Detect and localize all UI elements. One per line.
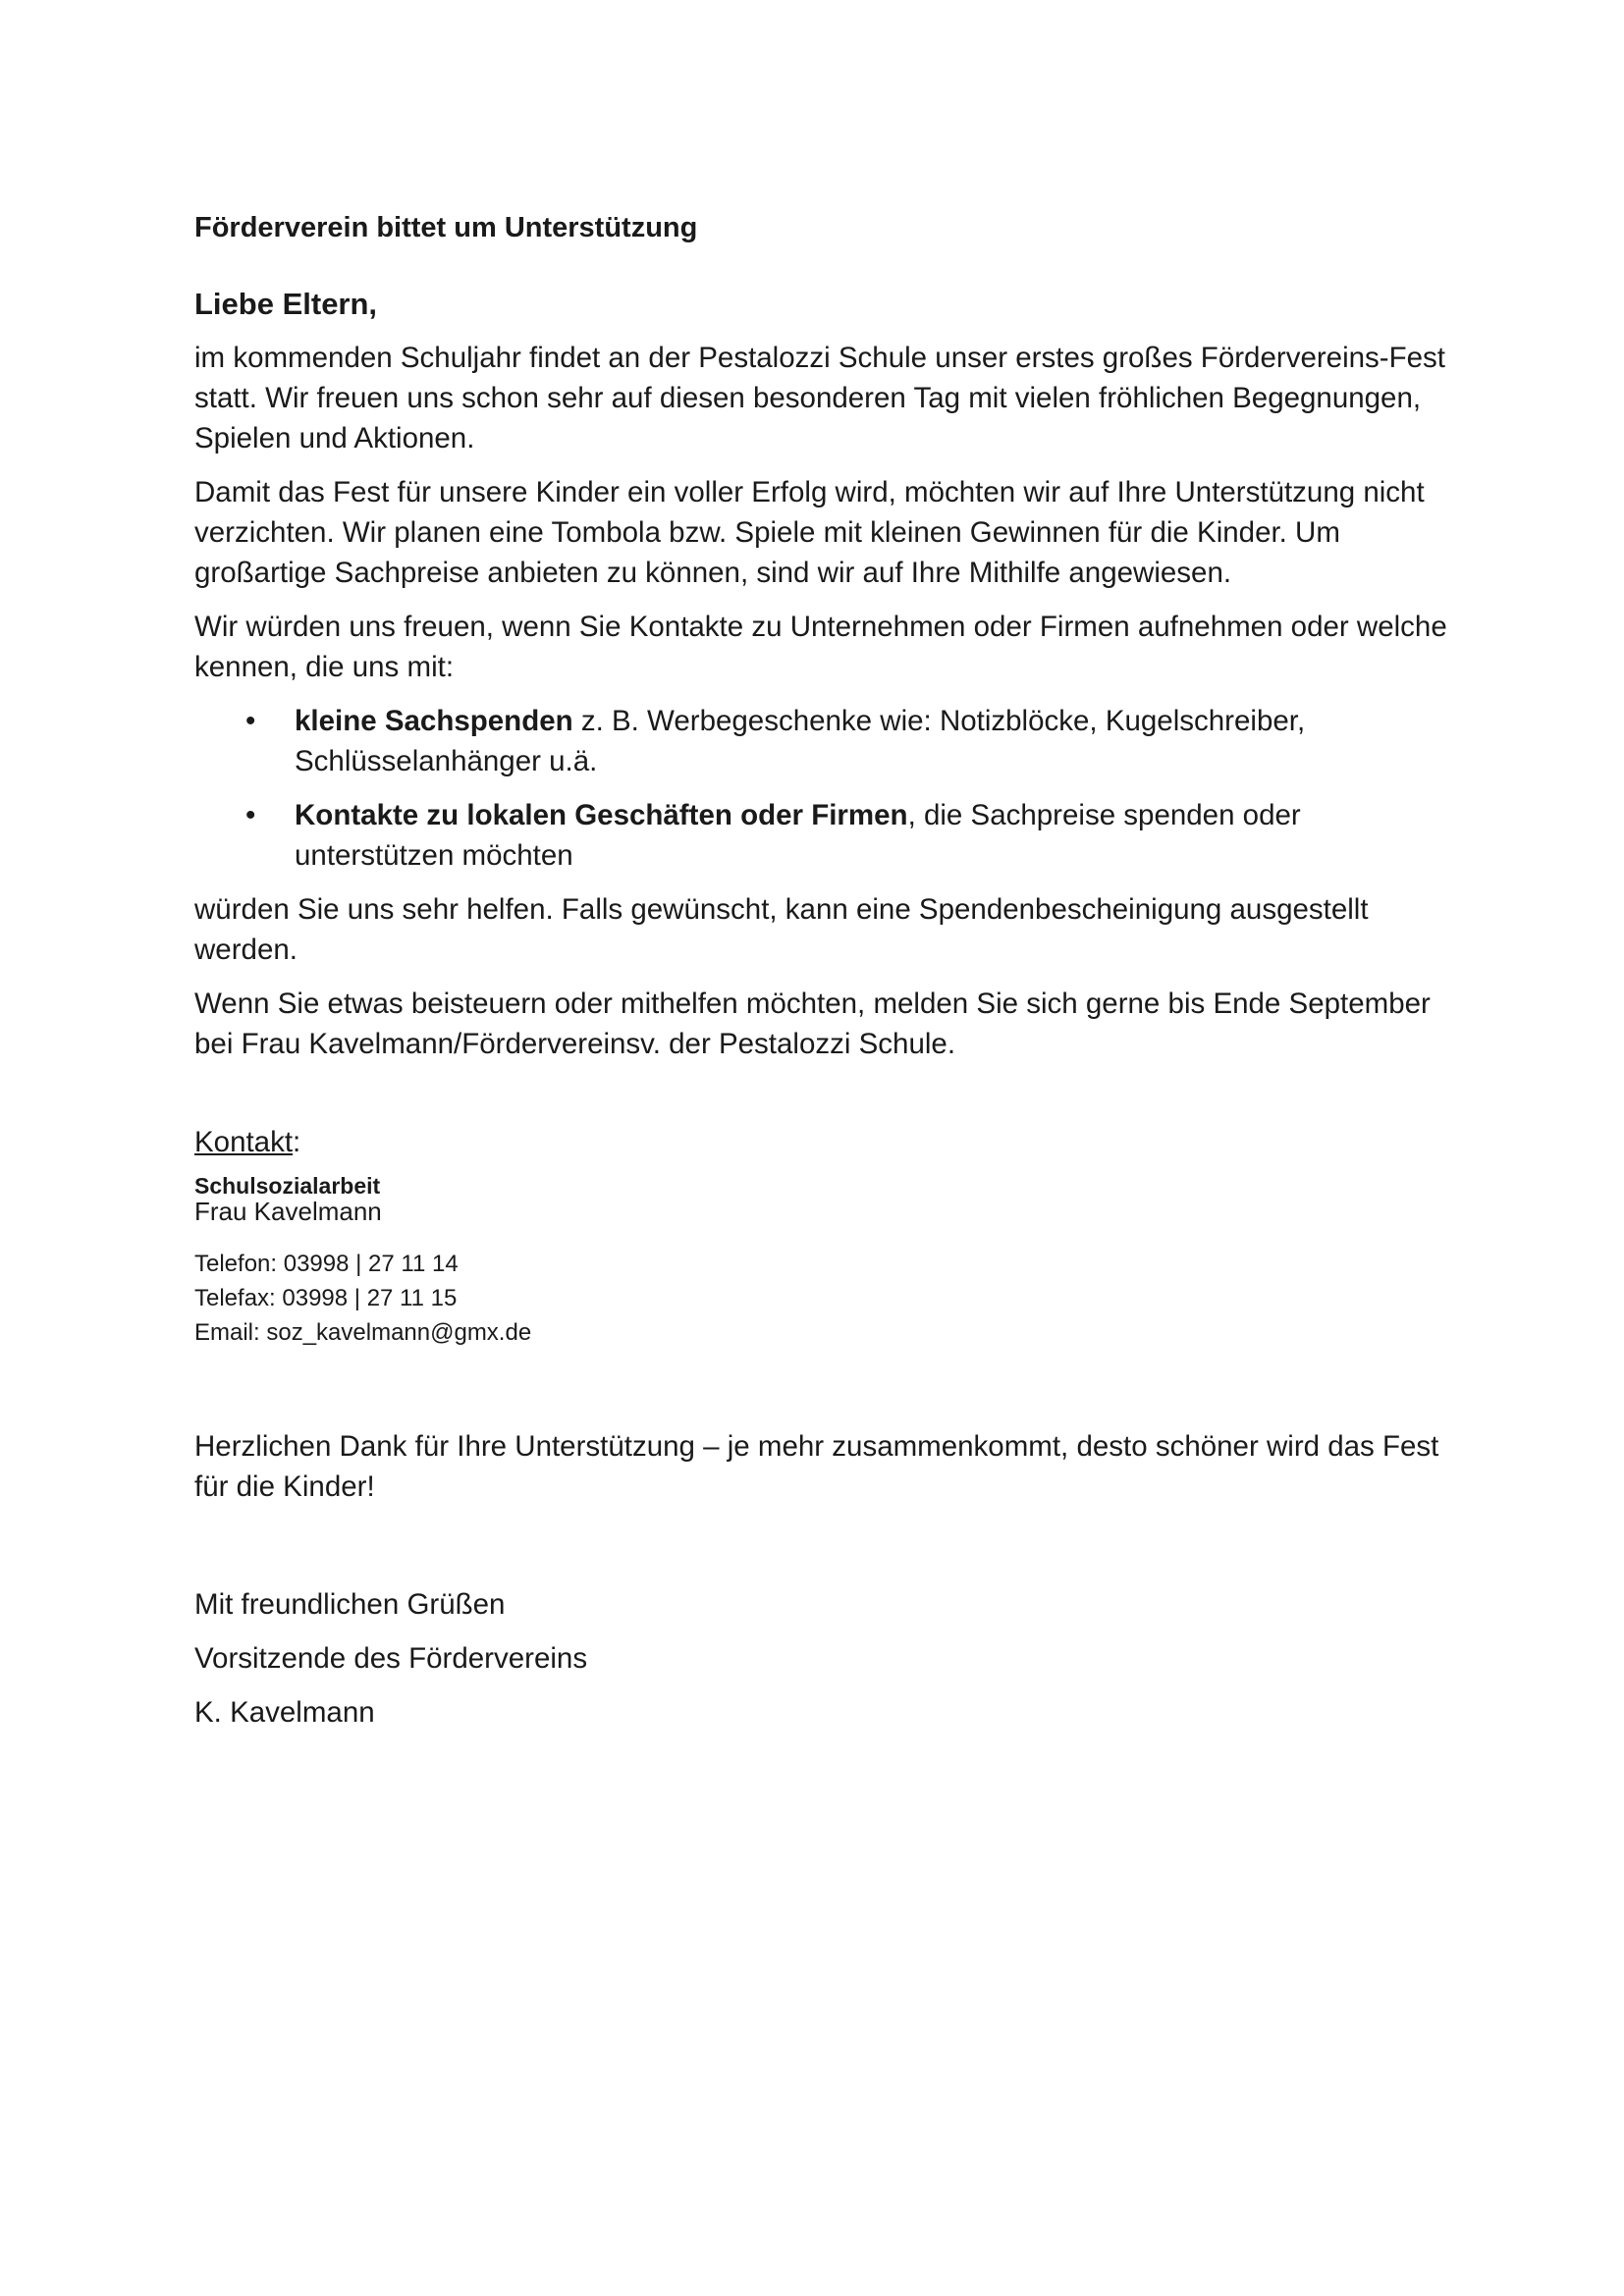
donation-list bbox=[194, 701, 1451, 876]
bullet-icon: • bbox=[245, 705, 256, 737]
letter-page bbox=[194, 204, 1451, 1739]
list-item-bold: kleine Sachspenden bbox=[295, 705, 573, 737]
list-item-text: z. B. Werbegeschenke wie: Notizblöcke, Kugelschreiber, Schlüsselanhänger u.ä. bbox=[295, 705, 1306, 777]
paragraph-deadline: Wenn Sie etwas beisteuern oder mithelfen möchten, melden Sie sich gerne bis Ende September bei Frau Kavelmann/Fördervereinsv. der Pestalozzi Schule. bbox=[194, 988, 1431, 1060]
contact-email: Email: soz_kavelmann@gmx.de bbox=[194, 1319, 532, 1346]
thanks-paragraph: Herzlichen Dank für Ihre Unterstützung – je mehr zusammenkommt, desto schöner wird das Fest für die Kinder! bbox=[194, 1430, 1439, 1503]
closing-role: Vorsitzende des Fördervereins bbox=[194, 1642, 588, 1675]
contact-organization: Schulsozialarbeit bbox=[194, 1173, 381, 1199]
paragraph-contacts: Wir würden uns freuen, wenn Sie Kontakte zu Unternehmen oder Firmen aufnehmen oder welche kennen, die uns mit: bbox=[194, 611, 1447, 683]
contact-phone: Telefon: 03998 | 27 11 14 bbox=[194, 1251, 459, 1277]
list-item-text: , die Sachpreise spenden oder unterstützen möchten bbox=[295, 799, 1301, 872]
contact-person: Frau Kavelmann bbox=[194, 1197, 382, 1226]
paragraph-help: würden Sie uns sehr helfen. Falls gewünscht, kann eine Spendenbescheinigung ausgestellt werden. bbox=[194, 893, 1369, 966]
contact-heading bbox=[194, 1123, 1451, 1162]
list-item bbox=[245, 701, 1451, 781]
list-item-bold: Kontakte zu lokalen Geschäften oder Firmen bbox=[295, 799, 908, 831]
signature: K. Kavelmann bbox=[194, 1696, 375, 1729]
contact-heading-colon: : bbox=[293, 1126, 301, 1158]
contact-fax: Telefax: 03998 | 27 11 15 bbox=[194, 1285, 458, 1311]
bullet-icon: • bbox=[245, 799, 256, 831]
contact-heading-label: Kontakt bbox=[194, 1126, 294, 1158]
closing-greeting: Mit freundlichen Grüßen bbox=[194, 1588, 506, 1621]
letter-title: Förderverein bittet um Unterstützung bbox=[194, 212, 698, 243]
salutation: Liebe Eltern, bbox=[194, 287, 378, 321]
list-item bbox=[245, 795, 1451, 876]
paragraph-request: Damit das Fest für unsere Kinder ein voller Erfolg wird, möchten wir auf Ihre Unterstützung nicht verzichten. Wir planen eine Tombola bzw. Spiele mit kleinen Gewinnen für die Kinder. Um großartige Sachpreise anbieten zu können, sind wir auf Ihre Mithilfe angewiesen. bbox=[194, 476, 1425, 589]
paragraph-intro: im kommenden Schuljahr findet an der Pestalozzi Schule unser erstes großes Fördervereins-Fest statt. Wir freuen uns schon sehr auf diesen besonderen Tag mit vielen fröhlichen Begegnungen, Spielen und Aktionen. bbox=[194, 342, 1445, 454]
